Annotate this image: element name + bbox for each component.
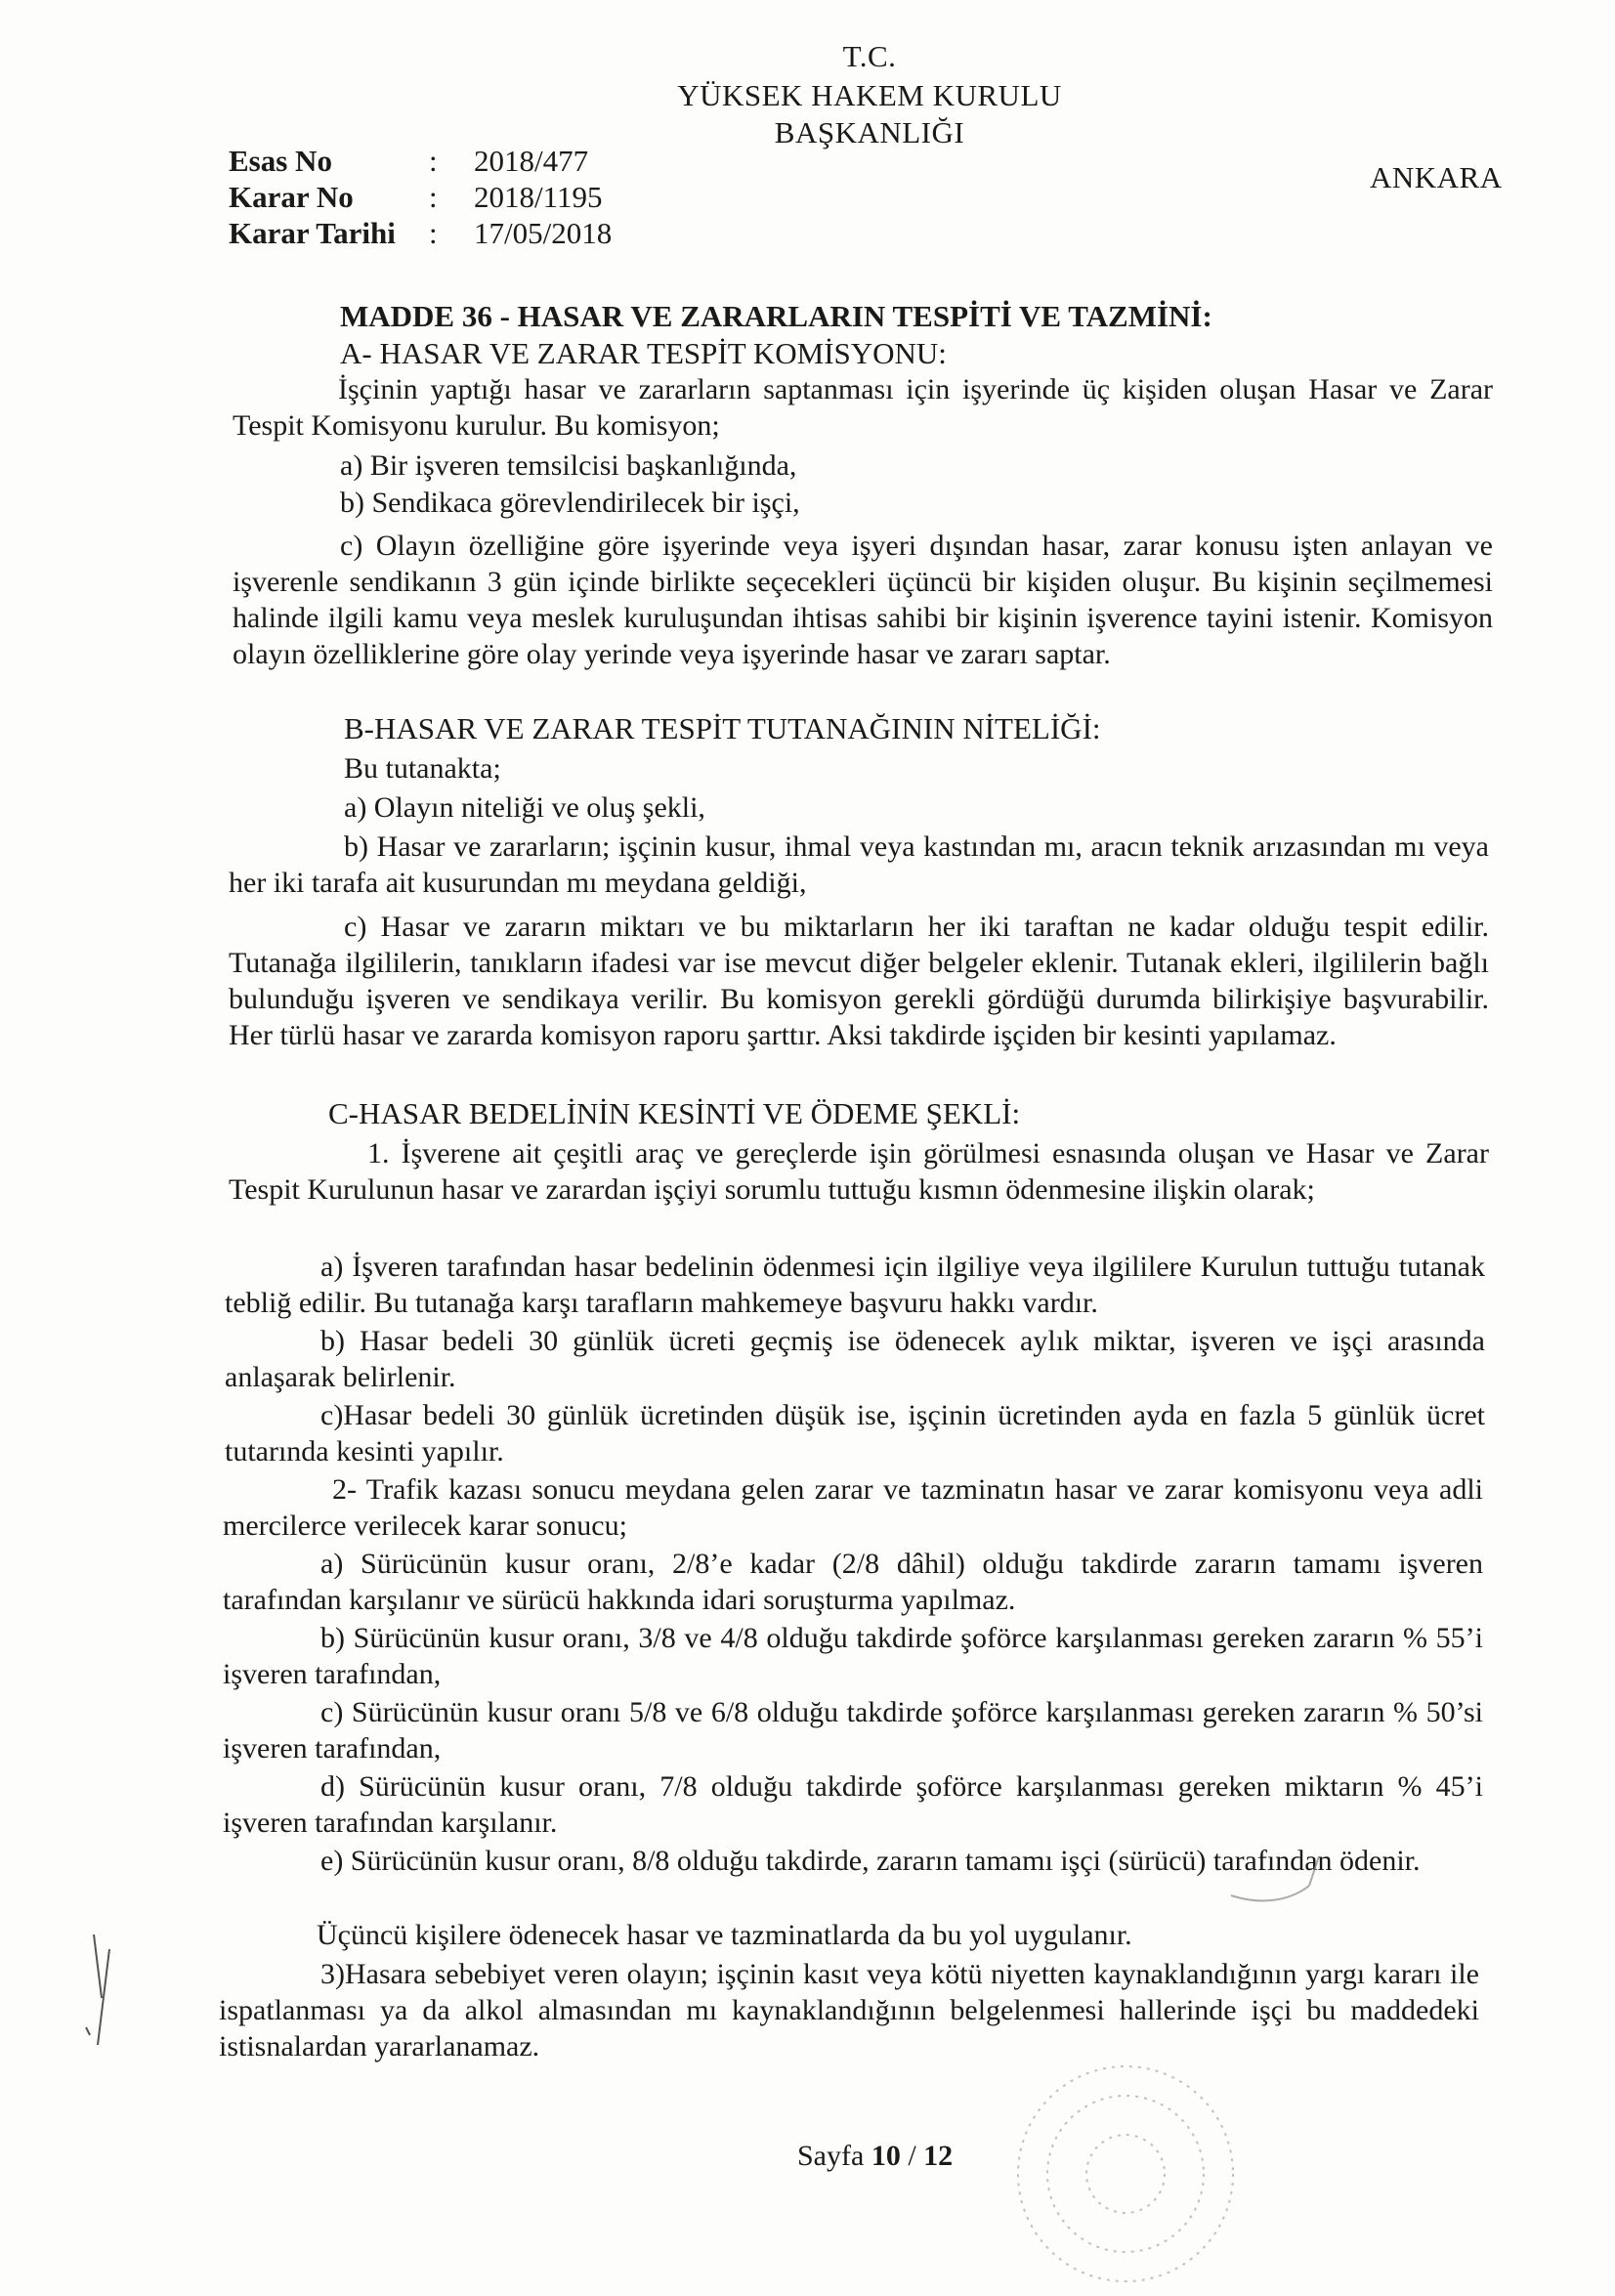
section-c-p2-item-a: a) Sürücünün kusur oranı, 2/8’e kadar (2/8 dâhil) olduğu takdirde zararın tamamı işveren tarafından karşılanır ve sürücü hakkında idari soruşturma yapılmaz. — [223, 1548, 1483, 1616]
section-c-third-party: Üçüncü kişilere ödenecek hasar ve tazminatlarda da bu yol uygulanır. — [317, 1919, 1132, 1951]
meta-row-karar: Karar No : 2018/1195 — [229, 180, 603, 214]
section-b-item-c: c) Hasar ve zararın miktarı ve bu miktarların her iki taraftan ne kadar olduğu tespit edilir. Tutanağa ilgililerin, tanıkların ifadesi var ise mevcut diğer belgeler eklenir. Tutanak ekleri, ilgililerin bağlı bulunduğu işveren ve sendikaya verilir. Bu komisyon gerekli gördüğü durumda bilirkişiye başvurabilir. Her türlü hasar ve zararda komisyon raporu şarttır. Aksi takdirde işçiden bir kesinti yapılamaz. — [229, 911, 1489, 1051]
meta-label: Karar Tarihi — [229, 216, 396, 250]
header-presidency: BAŞKANLIĞI — [774, 115, 965, 149]
meta-row-tarih: Karar Tarihi : 17/05/2018 — [229, 216, 613, 250]
section-c-p2-item-e: e) Sürücünün kusur oranı, 8/8 olduğu takdirde, zararın tamamı işçi (sürücü) tarafından ödenir. — [320, 1845, 1421, 1877]
section-c-p2: 2- Trafik kazası sonucu meydana gelen zarar ve tazminatın hasar ve zarar komisyonu veya adli mercilerce verilecek karar sonucu; — [223, 1473, 1483, 1542]
article-title: MADDE 36 - HASAR VE ZARARLARIN TESPİTİ VE TAZMİNİ: — [340, 299, 1212, 333]
section-c-p2-item-b: b) Sürücünün kusur oranı, 3/8 ve 4/8 olduğu takdirde şoförce karşılanması gereken zararın % 55’i işveren tarafından, — [223, 1622, 1483, 1690]
meta-row-esas: Esas No : 2018/477 — [229, 144, 589, 178]
header-institution: YÜKSEK HAKEM KURULU — [677, 78, 1062, 112]
header-city: ANKARA — [1370, 160, 1503, 194]
section-a-item-b: b) Sendikaca görevlendirilecek bir işçi, — [340, 487, 800, 519]
meta-value: 2018/1195 — [474, 180, 603, 214]
section-c-p2-item-d: d) Sürücünün kusur oranı, 7/8 olduğu takdirde şoförce karşılanması gereken miktarın % 45’i işveren tarafından karşılanır. — [223, 1770, 1483, 1839]
section-a-item-c: c) Olayın özelliğine göre işyerinde veya işyeri dışından hasar, zarar konusu işten anlayan ve işverenle sendikanın 3 gün içinde birlikte seçecekleri üçüncü bir kişiden oluşur. Bu kişinin seçilmemesi halinde ilgili kamu veya meslek kuruluşundan ihtisas sahibi bir kişinin işverence tayini istenir. Komisyon olayın özelliklerine göre olay yerinde veya işyerinde hasar ve zararı saptar. — [233, 530, 1493, 670]
meta-label: Karar No — [229, 180, 354, 214]
section-b-item-b: b) Hasar ve zararların; işçinin kusur, ihmal veya kastından mı, aracın teknik arızasından mı veya her iki tarafa ait kusurundan mı meydana geldiği, — [229, 830, 1489, 899]
page-separator: / — [908, 2140, 916, 2172]
page-current: 10 — [871, 2140, 901, 2172]
section-a-heading: A- HASAR VE ZARAR TESPİT KOMİSYONU: — [340, 336, 947, 370]
page-total: 12 — [923, 2140, 954, 2172]
handwritten-initial-mark — [80, 1930, 139, 2057]
section-c-p1-item-a: a) İşveren tarafından hasar bedelinin ödenmesi için ilgiliye veya ilgililere Kurulun tuttuğu tutanak tebliğ edilir. Bu tutanağa karşı tarafların mahkemeye başvuru hakkı vardır. — [225, 1251, 1485, 1319]
page-label: Sayfa — [797, 2140, 865, 2172]
section-b-item-a: a) Olayın niteliği ve oluş şekli, — [344, 791, 705, 824]
section-b-heading: B-HASAR VE ZARAR TESPİT TUTANAĞININ NİTELİĞİ: — [344, 711, 1101, 745]
faded-seal-stamp — [979, 2052, 1272, 2296]
section-c-p2-item-c: c) Sürücünün kusur oranı 5/8 ve 6/8 olduğu takdirde şoförce karşılanması gereken zararın % 50’si işveren tarafından, — [223, 1696, 1483, 1765]
meta-label: Esas No — [229, 144, 332, 178]
header-tc: T.C. — [842, 39, 897, 73]
section-c-p1-item-c: c)Hasar bedeli 30 günlük ücretinden düşük ise, işçinin ücretinden ayda en fazla 5 günlük ücret tutarında kesinti yapılır. — [225, 1399, 1485, 1467]
meta-value: 2018/477 — [474, 144, 589, 178]
section-c-p1-item-b: b) Hasar bedeli 30 günlük ücreti geçmiş ise ödenecek aylık miktar, işveren ve işçi arasında anlaşarak belirlenir. — [225, 1325, 1485, 1393]
section-b-intro: Bu tutanakta; — [344, 752, 501, 785]
section-c-heading: C-HASAR BEDELİNİN KESİNTİ VE ÖDEME ŞEKLİ: — [328, 1096, 1021, 1130]
meta-value: 17/05/2018 — [474, 216, 613, 250]
section-a-intro: İşçinin yaptığı hasar ve zararların saptanması için işyerinde üç kişiden oluşan Hasar ve Zarar Tespit Komisyonu kurulur. Bu komisyon; — [233, 373, 1493, 442]
case-meta — [229, 143, 612, 251]
handwritten-signature-mark — [1221, 1837, 1339, 1935]
section-c-p1: 1. İşverene ait çeşitli araç ve gereçlerde işin görülmesi esnasında oluşan ve Hasar ve Zarar Tespit Kurulunun hasar ve zarardan işçiyi sorumlu tuttuğu kısmın ödenmesine ilişkin olarak; — [229, 1137, 1489, 1206]
section-a-item-a: a) Bir işveren temsilcisi başkanlığında, — [340, 449, 797, 482]
page-number — [797, 2138, 953, 2174]
section-c-p3: 3)Hasara sebebiyet veren olayın; işçinin kasıt veya kötü niyetten kaynaklandığının yargı kararı ile ispatlanması ya da alkol almasından mı kaynaklandığının belgelenmesi hallerinde işçi bu maddedeki istisnalardan yararlanamaz. — [219, 1958, 1479, 2062]
